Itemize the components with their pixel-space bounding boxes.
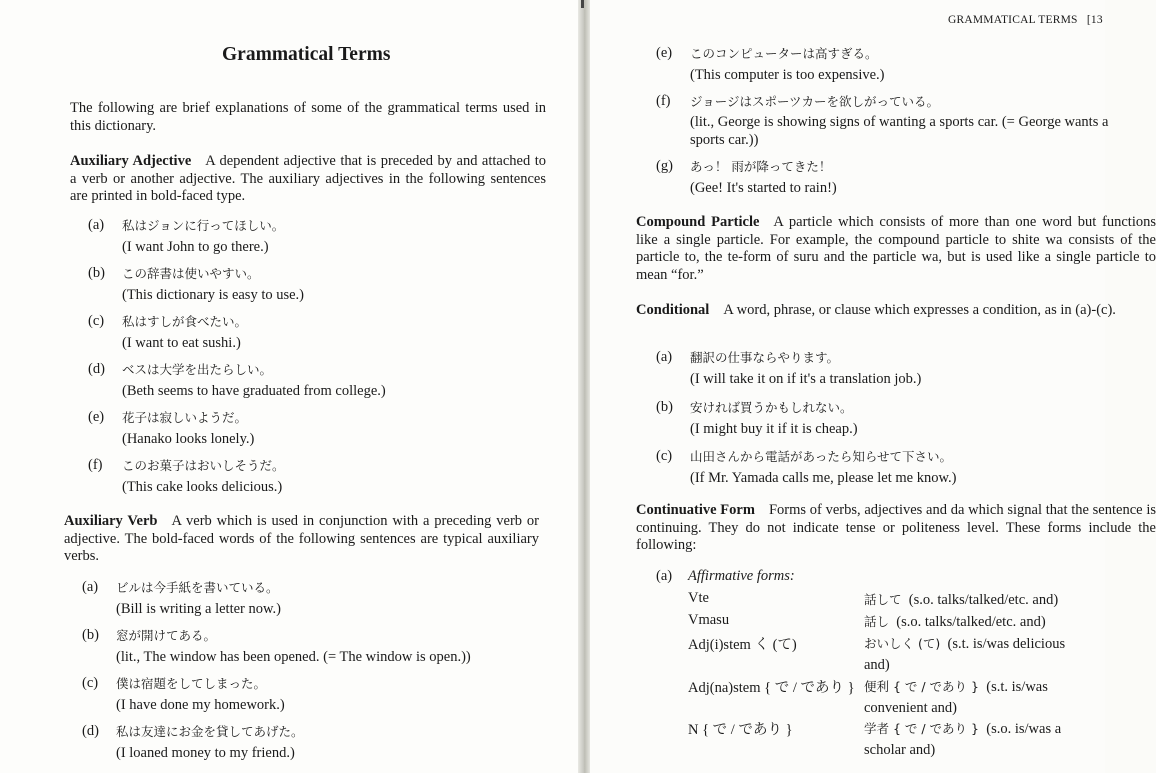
example-label: (c) [88, 313, 105, 329]
example-label: (f) [656, 93, 671, 109]
example-label: (g) [656, 158, 673, 174]
running-head-title: GRAMMATICAL TERMS [948, 14, 1078, 26]
example-label: (b) [88, 265, 105, 281]
example-label: (a) [88, 217, 105, 233]
cf-row-form: Adj(na)stem { で / であり } [688, 680, 855, 696]
continuative-subheading: Affirmative forms: [688, 568, 795, 584]
example-japanese: ビルは今手紙を書いている。 [116, 580, 279, 595]
continuative-form-entry [636, 502, 1156, 555]
cf-row-example [864, 612, 1046, 631]
cf-row-japanese: 学者 { で / であり } [864, 721, 979, 736]
cf-row-form: Adj(i)stem く (て) [688, 637, 797, 653]
continuative-sublabel: (a) [656, 568, 673, 584]
example-translation: (lit., George is showing signs of wanting a sports car. (= George wants a sports car.)) [690, 114, 1109, 148]
cf-row-gloss: (s.t. is/was convenient and) [864, 679, 1048, 716]
example-japanese: 花子は寂しいようだ。 [122, 410, 248, 425]
example-japanese: 安ければ買うかもしれない。 [690, 400, 853, 415]
example-translation: (I will take it on if it's a translation job.) [690, 371, 922, 387]
cf-row-gloss: (s.o. is/was a scholar and) [864, 721, 1062, 758]
cf-row-japanese: 話し [864, 614, 890, 629]
aux-verb-term: Auxiliary Verb [64, 513, 158, 529]
example-japanese: 僕は宿題をしてしまった。 [116, 676, 267, 691]
cf-row-japanese: おいしく (て) [864, 636, 941, 651]
page-number: [13 [1086, 14, 1103, 26]
conditional-definition: A word, phrase, or clause which expresses a condition, as in (a)-(c). [723, 302, 1116, 318]
example-japanese: 山田さんから電話があったら知らせて下さい。 [690, 449, 953, 464]
example-translation: (This cake looks delicious.) [122, 479, 283, 495]
cf-row-form: Vmasu [688, 612, 730, 628]
compound-particle-definition: A particle which consists of more than one word but functions like a single particle. For example, the compound particle to shite wa consists of the particle to, the te-form of suru and the particle wa, but is used like a single particle to mean “for.” [636, 214, 1156, 283]
example-japanese: 私はジョンに行ってほしい。 [122, 218, 285, 233]
aux-adjective-term: Auxiliary Adjective [70, 153, 192, 169]
page-title: Grammatical Terms [222, 44, 391, 65]
continuative-form-definition: Forms of verbs, adjectives and da which signal that the sentence is continuing. They do not indicate tense or politeness level. These forms include the following: [636, 502, 1156, 553]
cf-row-gloss: (s.t. is/was delicious and) [864, 636, 1066, 673]
example-label: (b) [656, 399, 673, 415]
example-japanese: ベスは大学を出たらしい。 [122, 362, 273, 377]
conditional-term: Conditional [636, 302, 710, 318]
example-translation: (This dictionary is easy to use.) [122, 287, 305, 303]
example-translation: (Bill is writing a letter now.) [116, 601, 281, 617]
example-label: (d) [88, 361, 105, 377]
example-translation: (Hanako looks lonely.) [122, 431, 255, 447]
example-japanese: 私はすしが食べたい。 [122, 314, 248, 329]
gutter-mark [581, 0, 584, 8]
example-japanese: このお菓子はおいしそうだ。 [122, 458, 285, 473]
example-label: (c) [82, 675, 99, 691]
example-translation: (I might buy it if it is cheap.) [690, 421, 858, 437]
example-label: (e) [656, 45, 673, 61]
continuative-form-term: Continuative Form [636, 502, 755, 518]
book-gutter [578, 0, 590, 773]
cf-row-example [864, 590, 1058, 609]
example-translation: (This computer is too expensive.) [690, 67, 885, 83]
example-translation: (I have done my homework.) [116, 697, 285, 713]
example-japanese: 窓が開けてある。 [116, 628, 217, 643]
example-japanese: 私は友達にお金を貸してあげた。 [116, 724, 304, 739]
example-translation: (I want John to go there.) [122, 239, 269, 255]
example-label: (c) [656, 448, 673, 464]
example-japanese: ジョージはスポーツカーを欲しがっている。 [690, 94, 940, 109]
intro-paragraph: The following are brief explanations of some of the grammatical terms used in this dictionary. [70, 100, 546, 134]
example-translation: (Beth seems to have graduated from college.) [122, 383, 386, 399]
example-translation: (I want to eat sushi.) [122, 335, 241, 351]
cf-row-japanese: 便利 { で / であり } [864, 679, 979, 694]
example-japanese: 翻訳の仕事ならやります。 [690, 350, 840, 365]
example-translation: (Gee! It's started to rain!) [690, 180, 837, 196]
example-japanese: この辞書は使いやすい。 [122, 266, 260, 281]
example-label: (d) [82, 723, 99, 739]
example-translation: (If Mr. Yamada calls me, please let me know.) [690, 470, 957, 486]
cf-row-example [864, 718, 1089, 761]
compound-particle-entry [636, 214, 1156, 284]
cf-row-form: Vte [688, 590, 709, 606]
cf-row-example [864, 633, 1089, 676]
cf-row-gloss: (s.o. talks/talked/etc. and) [908, 592, 1059, 608]
example-label: (a) [82, 579, 99, 595]
compound-particle-term: Compound Particle [636, 214, 760, 230]
aux-adjective-definition: A dependent adjective that is preceded by and attached to a verb or another adjective. The auxiliary adjectives in the following sentences are printed in bold-faced type. [70, 153, 546, 204]
example-label: (e) [88, 409, 105, 425]
example-label: (b) [82, 627, 99, 643]
cf-row-example [864, 676, 1089, 719]
aux-verb-entry [64, 513, 539, 566]
aux-adjective-entry [70, 153, 546, 206]
example-translation: (I loaned money to my friend.) [116, 745, 295, 761]
running-head [948, 14, 1103, 26]
cf-row-gloss: (s.o. talks/talked/etc. and) [896, 614, 1046, 630]
example-label: (f) [88, 457, 103, 473]
example-japanese: あっ！ 雨が降ってきた！ [690, 159, 832, 174]
cf-row-japanese: 話して [864, 592, 902, 607]
example-japanese: このコンピューターは高すぎる。 [690, 46, 878, 61]
conditional-entry [636, 302, 1156, 320]
aux-verb-definition: A verb which is used in conjunction with a preceding verb or adjective. The bold-faced words of the following sentences are typical auxiliary verbs. [64, 513, 539, 564]
right-page [590, 0, 1156, 773]
example-translation: (lit., The window has been opened. (= The window is open.)) [116, 649, 471, 665]
example-label: (a) [656, 349, 673, 365]
cf-row-form: N { で / であり } [688, 722, 793, 738]
